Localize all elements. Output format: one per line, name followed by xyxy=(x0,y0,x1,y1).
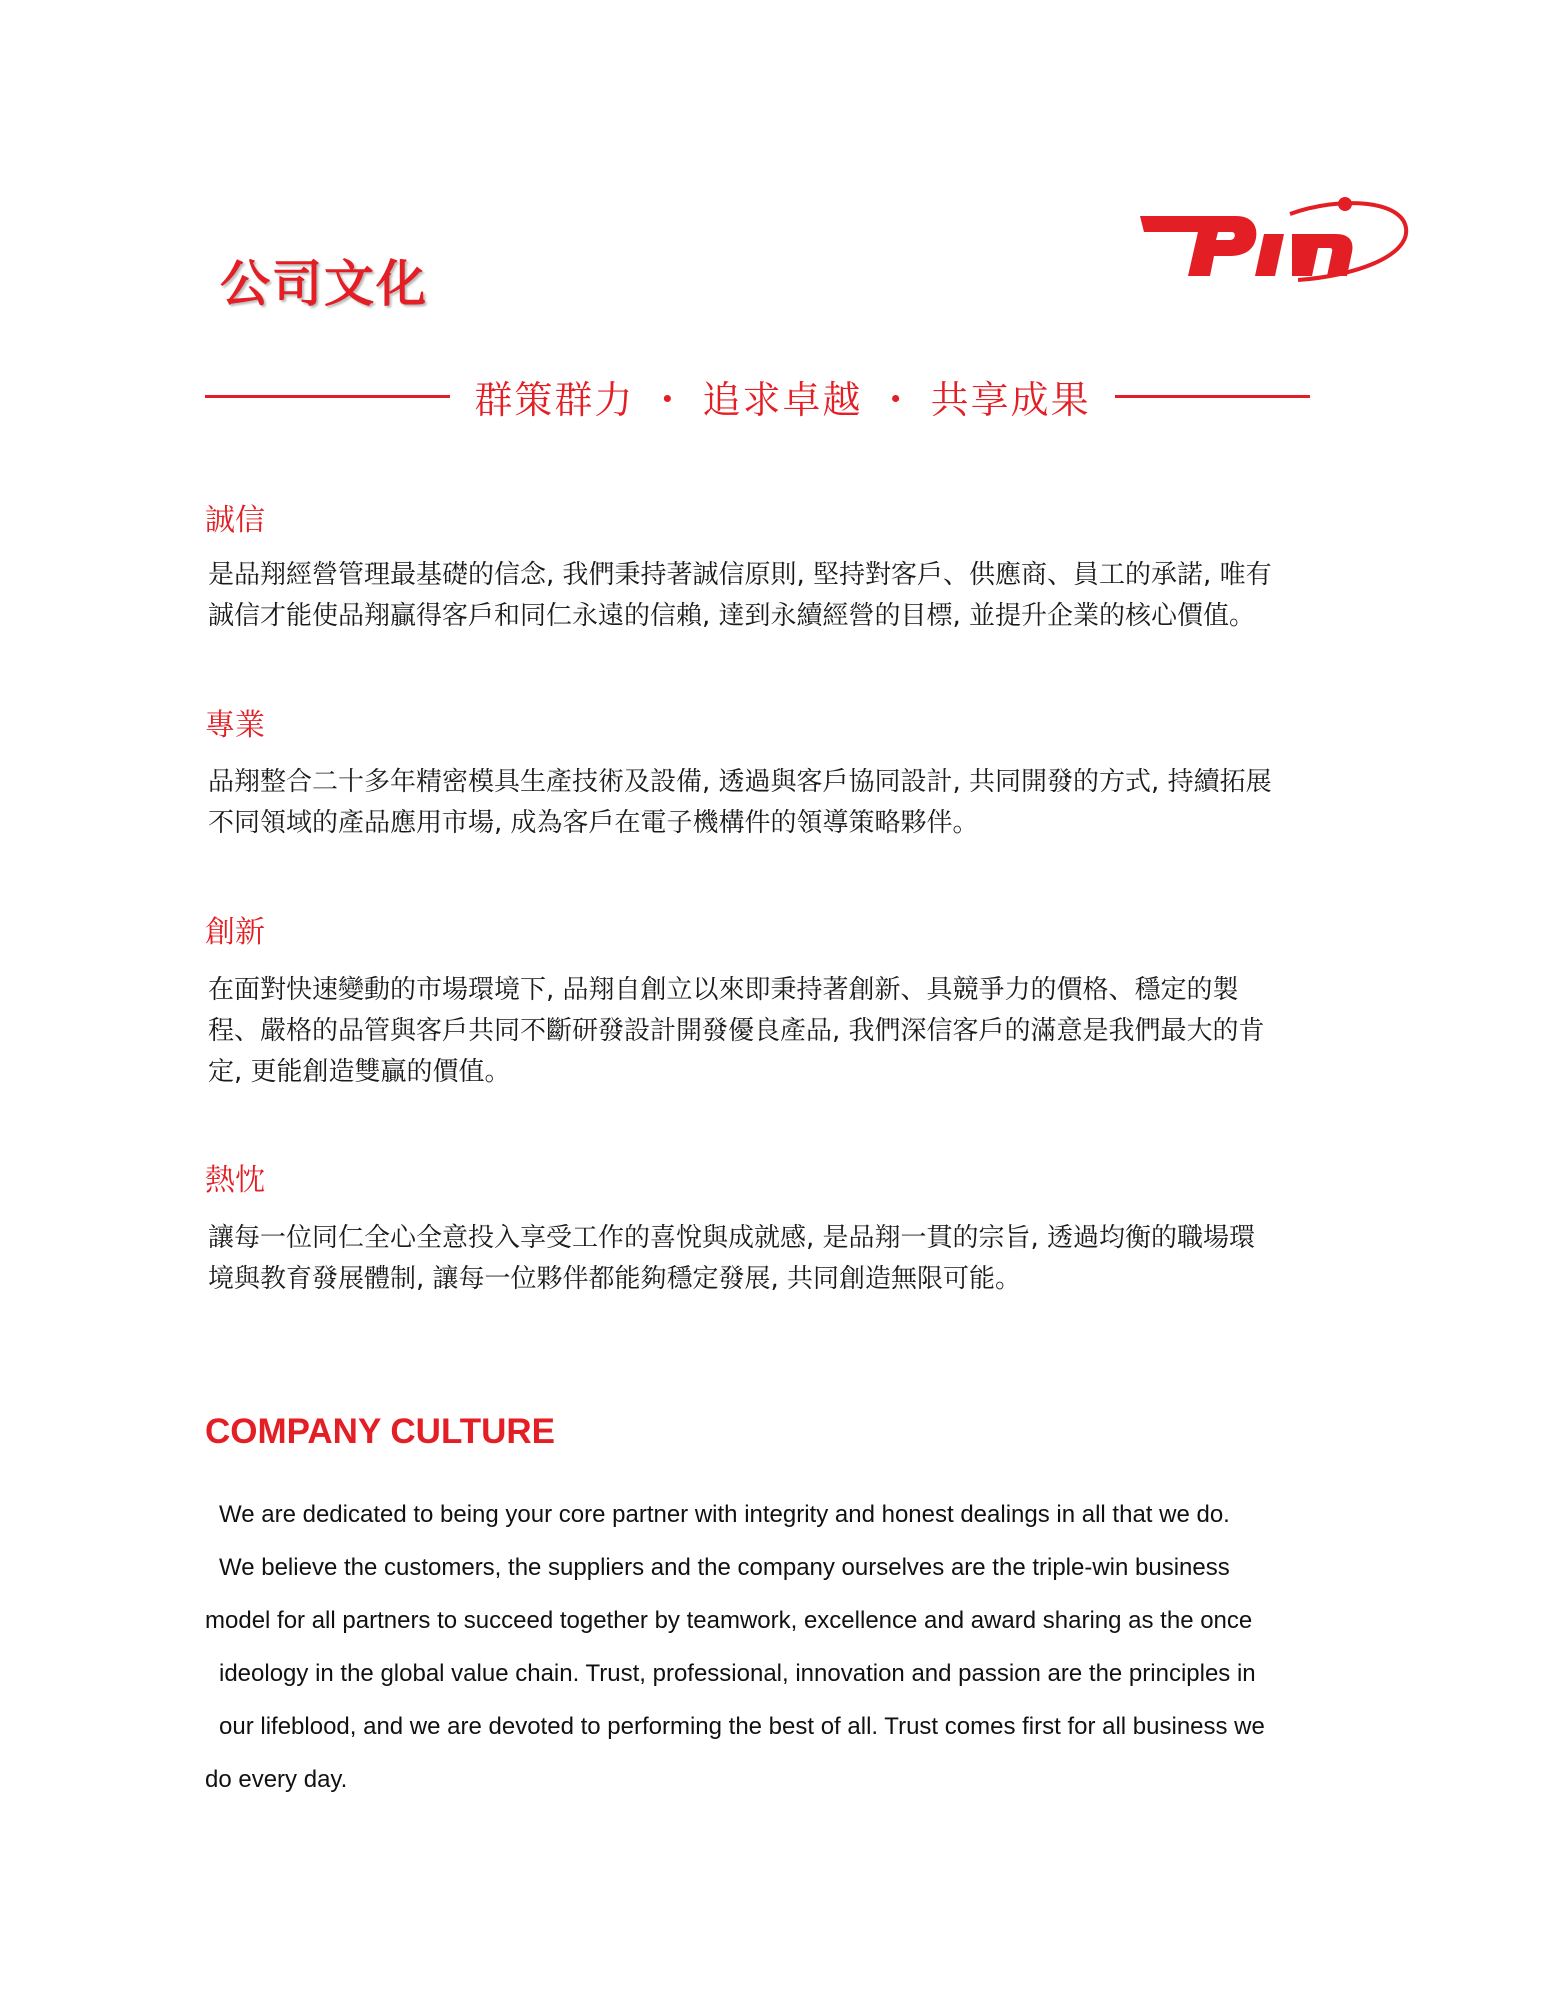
section-heading-integrity: 誠信 xyxy=(205,503,265,538)
english-title: COMPANY CULTURE xyxy=(205,1412,555,1451)
english-line: our lifeblood, and we are devoted to performing the best of all. Trust comes first for all business we xyxy=(219,1713,1265,1740)
body-line: 程、嚴格的品管與客戶共同不斷研發設計開發優良產品, 我們深信客戶的滿意是我們最大的肯 xyxy=(208,1016,1265,1046)
english-body xyxy=(205,1488,1335,1806)
company-logo xyxy=(1140,190,1410,290)
section-heading-innovation: 創新 xyxy=(205,915,265,950)
english-line: model for all partners to succeed together by teamwork, excellence and award sharing as the once xyxy=(205,1607,1253,1634)
section-body-integrity xyxy=(208,555,1333,637)
section-heading-professional: 專業 xyxy=(205,708,265,743)
section-body-passion xyxy=(208,1218,1333,1300)
slogan-banner xyxy=(205,368,1310,424)
english-line: We believe the customers, the suppliers and the company ourselves are the triple-win business xyxy=(219,1554,1230,1581)
english-line: ideology in the global value chain. Trust, professional, innovation and passion are the principles in xyxy=(219,1660,1256,1687)
slogan: 群策群力 ・ 追求卓越 ・ 共享成果 xyxy=(474,377,1091,422)
english-line: We are dedicated to being your core partner with integrity and honest dealings in all that we do. xyxy=(219,1501,1230,1528)
body-line: 讓每一位同仁全心全意投入享受工作的喜悅與成就感, 是品翔一貫的宗旨, 透過均衡的職場環 xyxy=(208,1223,1256,1253)
body-line: 境與教育發展體制, 讓每一位夥伴都能夠穩定發展, 共同創造無限可能。 xyxy=(208,1264,1022,1294)
body-line: 不同領域的產品應用市場, 成為客戶在電子機構件的領導策略夥伴。 xyxy=(208,808,979,838)
body-line: 是品翔經營管理最基礎的信念, 我們秉持著誠信原則, 堅持對客戶、供應商、員工的承諾, 唯有 xyxy=(208,560,1272,590)
section-body-innovation xyxy=(208,970,1333,1093)
body-line: 在面對快速變動的市場環境下, 品翔自創立以來即秉持著創新、具競爭力的價格、穩定的製 xyxy=(208,975,1239,1005)
english-line: do every day. xyxy=(205,1766,348,1793)
section-heading-passion: 熱忱 xyxy=(205,1163,265,1198)
divider-right xyxy=(1115,395,1310,398)
page-title: 公司文化 xyxy=(220,255,428,313)
body-line: 誠信才能使品翔贏得客戶和同仁永遠的信賴, 達到永續經營的目標, 並提升企業的核心價值。 xyxy=(208,601,1256,631)
body-line: 定, 更能創造雙贏的價值。 xyxy=(208,1057,511,1087)
divider-left xyxy=(205,395,450,398)
section-body-professional xyxy=(208,762,1333,844)
body-line: 品翔整合二十多年精密模具生產技術及設備, 透過與客戶協同設計, 共同開發的方式, 持續拓展 xyxy=(208,767,1272,797)
